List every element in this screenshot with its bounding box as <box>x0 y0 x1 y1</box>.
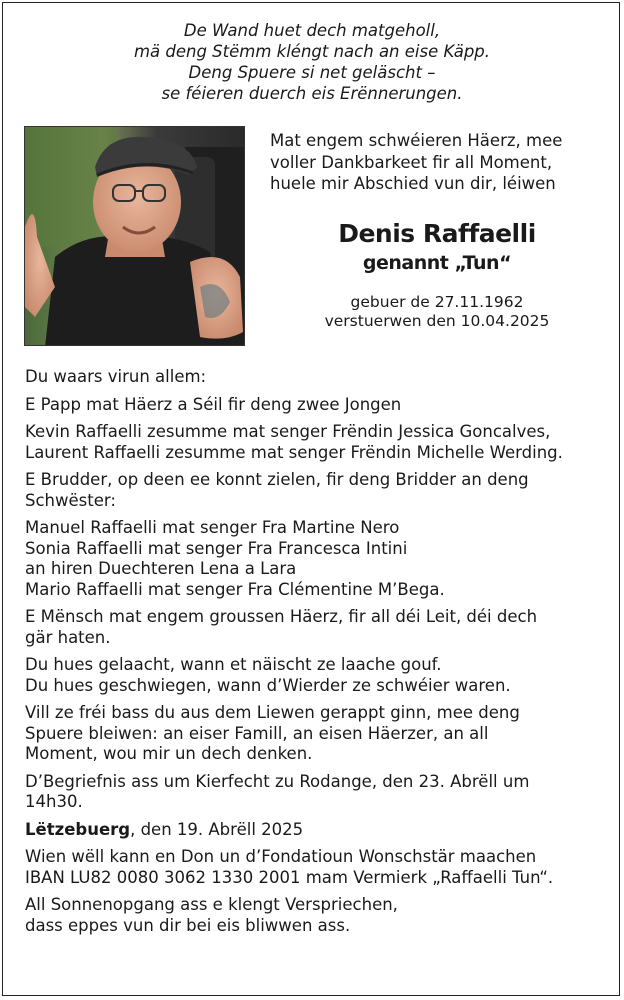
text-line: Mario Raffaelli mat senger Fra Clémentine M’Bega. <box>25 579 445 599</box>
nickname: genannt „Tun“ <box>362 252 512 274</box>
intro-text <box>270 130 610 195</box>
text-line: D’Begriefnis ass um Kierfecht zu Rodange, den 23. Abrëll um <box>25 771 530 791</box>
text-line: All Sonnenopgang ass e klengt Verspriechen, <box>25 895 398 914</box>
poem-line: mä deng Stëmm kléngt nach an eise Käpp. <box>133 42 491 61</box>
portrait-photo <box>24 126 245 346</box>
text-line: IBAN LU82 0080 3062 1330 2001 mam Vermierk „Raffaelli Tun“. <box>25 867 554 887</box>
paragraph <box>25 607 605 648</box>
paragraph <box>25 470 605 511</box>
text-line: Schwëster: <box>25 490 116 510</box>
paragraph <box>25 820 605 841</box>
text-line: Du hues gelaacht, wann et näischt ze laache gouf. <box>25 655 442 674</box>
death-date: verstuerwen den 10.04.2025 <box>324 312 550 330</box>
paragraph: E Papp mat Häerz a Séil fir deng zwee Jongen <box>25 394 402 414</box>
intro-line: huele mir Abschied vun dir, léiwen <box>270 174 556 193</box>
text-line: E Mënsch mat engem groussen Häerz, fir all déi Leit, déi dech <box>25 607 538 626</box>
life-dates <box>262 293 612 331</box>
paragraph <box>25 847 605 888</box>
intro-line: voller Dankbarkeet fir all Moment, <box>270 152 553 172</box>
text-line: Sonia Raffaelli mat senger Fra Francesca Intini <box>25 538 408 558</box>
paragraph <box>25 655 605 696</box>
birth-date: gebuer de 27.11.1962 <box>350 293 524 311</box>
paragraph <box>25 703 605 765</box>
paragraph <box>25 895 605 936</box>
intro-line: Mat engem schwéieren Häerz, mee <box>270 131 563 150</box>
paragraph <box>25 422 605 463</box>
paragraph <box>25 518 605 600</box>
deceased-name: Denis Raffaelli <box>338 219 536 248</box>
text-line: Du hues geschwiegen, wann d’Wierder ze schwéier waren. <box>25 675 511 695</box>
paragraph <box>25 772 605 813</box>
text-line: gär haten. <box>25 627 111 647</box>
text-line: an hiren Duechteren Lena a Lara <box>25 559 297 578</box>
text-line: Spuere bleiwen: an eiser Famill, an eisen Häerzer, an all <box>25 723 489 743</box>
poem-line: Deng Spuere si net geläscht – <box>188 63 436 82</box>
text-line: 14h30. <box>25 792 83 811</box>
text-line: Laurent Raffaelli zesumme mat senger Frëndin Michelle Werding. <box>25 442 563 462</box>
text-line: Kevin Raffaelli zesumme mat senger Frëndin Jessica Goncalves, <box>25 422 551 441</box>
text-line: dass eppes vun dir bei eis bliwwen ass. <box>25 915 351 935</box>
announcement-body <box>25 367 605 943</box>
text-line: Vill ze fréi bass du aus dem Liewen gerappt ginn, mee deng <box>25 703 520 722</box>
text-line: Moment, wou mir un dech denken. <box>25 744 313 763</box>
place-name: Lëtzebuerg <box>25 819 131 839</box>
paragraph: Du waars virun allem: <box>25 367 207 386</box>
text-line: E Brudder, op deen ee konnt zielen, fir deng Bridder an deng <box>25 470 529 489</box>
poem-line: De Wand huet dech matgeholl, <box>183 21 441 40</box>
text-line: Manuel Raffaelli mat senger Fra Martine Nero <box>25 518 400 537</box>
text-line: Wien wëll kann en Don un d’Fondatioun Wonschstär maachen <box>25 847 537 866</box>
announcement-date: , den 19. Abrëll 2025 <box>130 819 304 839</box>
memorial-poem <box>0 20 624 104</box>
poem-line: se féieren duerch eis Erënnerungen. <box>161 84 463 103</box>
